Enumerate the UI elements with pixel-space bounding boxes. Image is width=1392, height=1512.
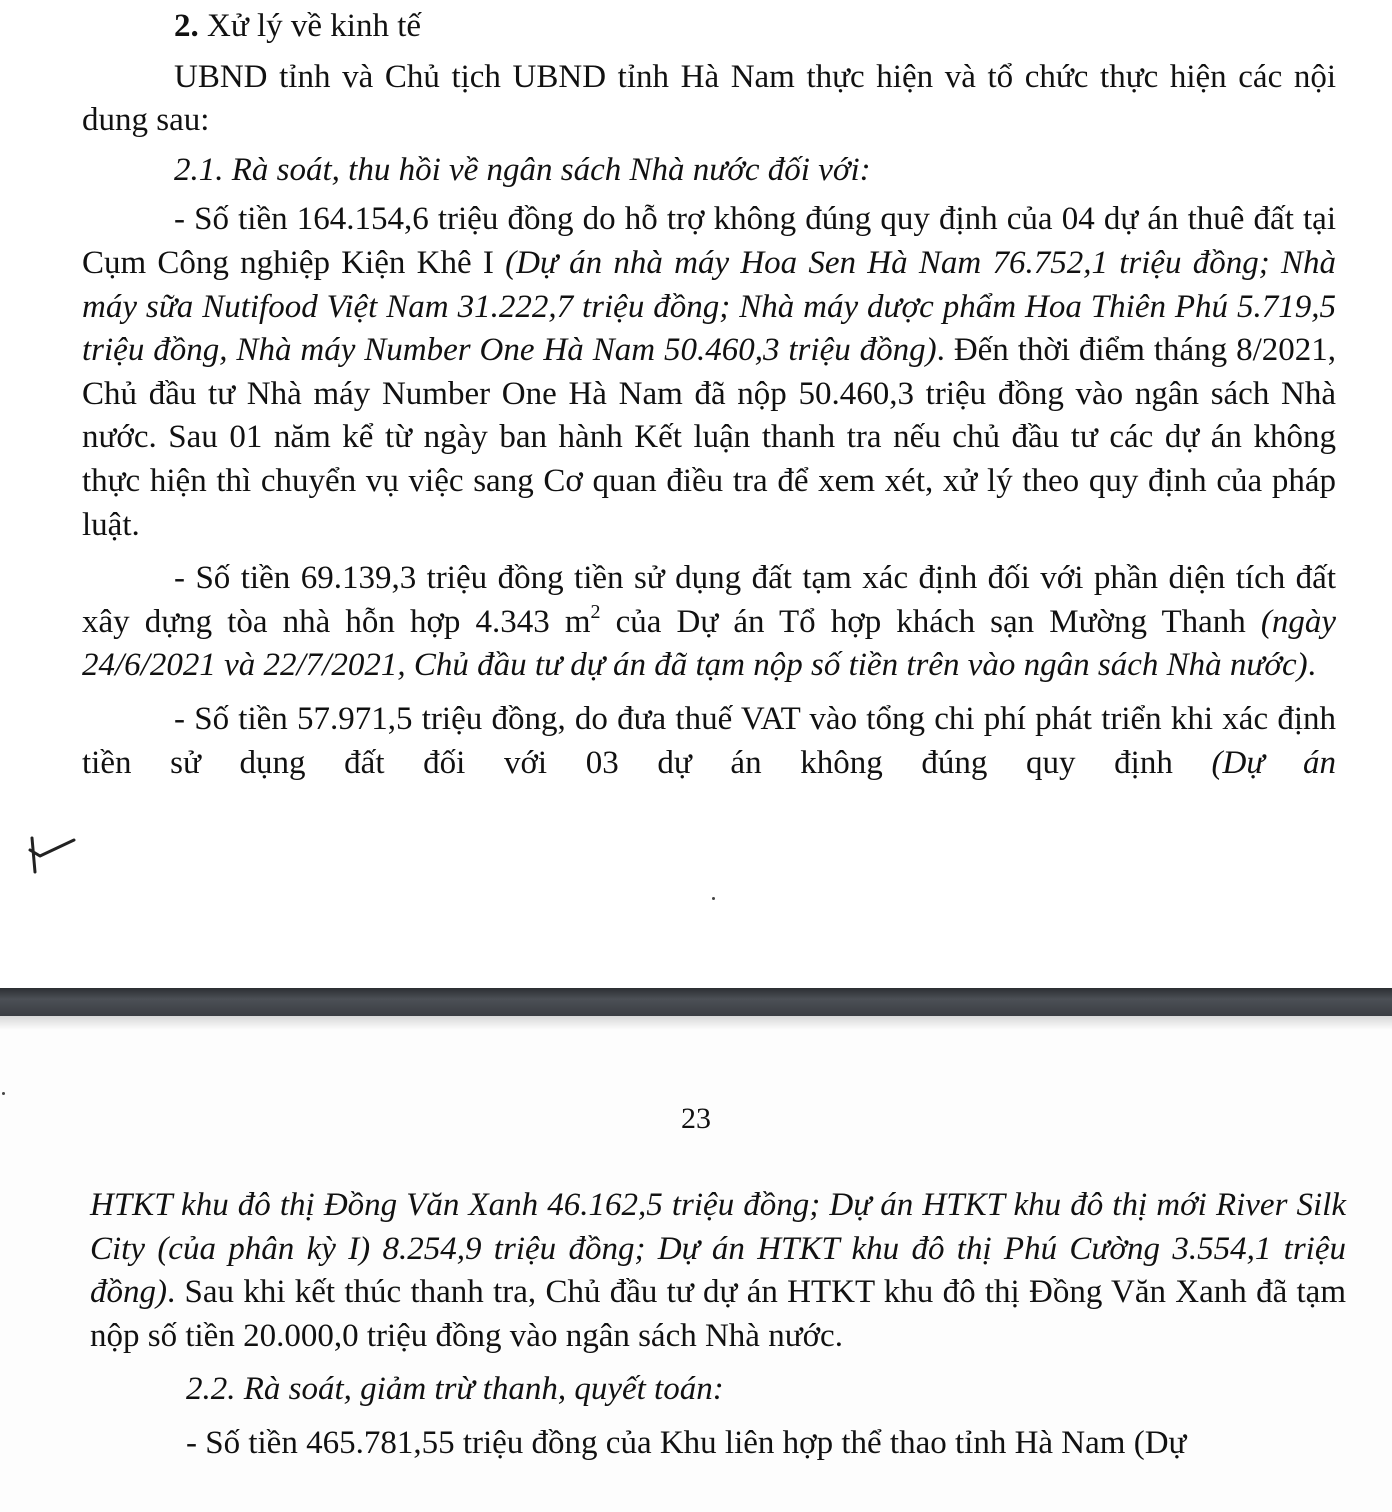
page-top-text bbox=[82, 5, 1336, 785]
item-2-end: . bbox=[1307, 647, 1316, 684]
intro-paragraph: UBND tỉnh và Chủ tịch UBND tỉnh Hà Nam thực hiện và tổ chức thực hiện các nội dung sau: bbox=[82, 58, 1336, 139]
page-number: 23 bbox=[681, 1102, 711, 1135]
item-2-superscript: 2 bbox=[590, 600, 601, 623]
item-1-italic: (Dự án nhà máy Hoa Sen Hà Nam 76.752,1 triệu đồng; Nhà máy sữa Nutifood Việt Nam 31.222,7 triệu đồng; Nhà máy dược phẩm Hoa Thiên Phú 5.719,5 triệu đồng, Nhà máy Number One Hà Nam 50.460,3 triệu đồng) bbox=[82, 244, 1337, 369]
page-bottom-text bbox=[90, 1184, 1346, 1466]
separator-shadow bbox=[0, 1016, 1392, 1030]
document-page-bottom bbox=[0, 1016, 1392, 1512]
item-3-italic: (Dự án bbox=[1211, 744, 1336, 781]
item-3-paragraph bbox=[82, 698, 1336, 785]
item-4-paragraph: - Số tiền 465.781,55 triệu đồng của Khu liên hợp thể thao tỉnh Hà Nam (Dự bbox=[186, 1424, 1187, 1461]
sub-heading-2-2: 2.2. Rà soát, giảm trừ thanh, quyết toán: bbox=[186, 1371, 724, 1408]
section-heading bbox=[82, 5, 1336, 49]
section-heading-number: 2. bbox=[174, 8, 199, 44]
continued-paragraph bbox=[90, 1184, 1346, 1358]
scan-speck bbox=[2, 1092, 5, 1095]
item-2-lead: - Số tiền 69.139,3 triệu đồng tiền sử dụng đất tạm xác định đối với phần diện tích đất xây dựng tòa nhà hỗn hợp 4.343 m bbox=[82, 560, 1336, 640]
item-1-paragraph bbox=[82, 198, 1336, 547]
item-2-italic: (ngày 24/6/2021 và 22/7/2021, Chủ đầu tư dự án đã tạm nộp số tiền trên vào ngân sách Nhà nước) bbox=[82, 603, 1336, 684]
item-2-paragraph bbox=[82, 557, 1336, 688]
item-1-rest: . Đến thời điểm tháng 8/2021, Chủ đầu tư Nhà máy Number One Hà Nam đã nộp 50.460,3 triệu đồng vào ngân sách Nhà nước. Sau 01 năm kể từ ngày ban hành Kết luận thanh tra nếu chủ đầu tư các dự án không thực hiện thì chuyển vụ việc sang Cơ quan điều tra để xem xét, xử lý theo quy định của pháp luật. bbox=[82, 332, 1337, 543]
page-separator bbox=[0, 988, 1392, 1016]
section-heading-text: Xử lý về kinh tế bbox=[207, 8, 422, 44]
item-1-lead: - Số tiền 164.154,6 triệu đồng do hỗ trợ không đúng quy định của 04 dự án thuê đất tại Cụm Công nghiệp Kiện Khê I bbox=[82, 201, 1336, 281]
continued-italic: HTKT khu đô thị Đồng Văn Xanh 46.162,5 triệu đồng; Dự án HTKT khu đô thị mới River Silk City (của phân kỳ I) 8.254,9 triệu đồng; Dự án HTKT khu đô thị Phú Cường 3.554,1 triệu đồng) bbox=[90, 1187, 1346, 1311]
sub-heading-2-1: 2.1. Rà soát, thu hồi về ngân sách Nhà nước đối với: bbox=[174, 151, 871, 188]
continued-rest: . Sau khi kết thúc thanh tra, Chủ đầu tư dự án HTKT khu đô thị Đồng Văn Xanh đã tạm nộp số tiền 20.000,0 triệu đồng vào ngân sách Nhà nước. bbox=[90, 1274, 1346, 1354]
scan-speck bbox=[712, 897, 715, 900]
item-3-lead: - Số tiền 57.971,5 triệu đồng, do đưa thuế VAT vào tổng chi phí phát triển khi xác định tiền sử dụng đất đối với 03 dự án không đúng quy định bbox=[82, 700, 1336, 781]
item-2-mid: của Dự án Tổ hợp khách sạn Mường Thanh bbox=[600, 603, 1261, 640]
handwritten-check-mark bbox=[26, 832, 78, 876]
